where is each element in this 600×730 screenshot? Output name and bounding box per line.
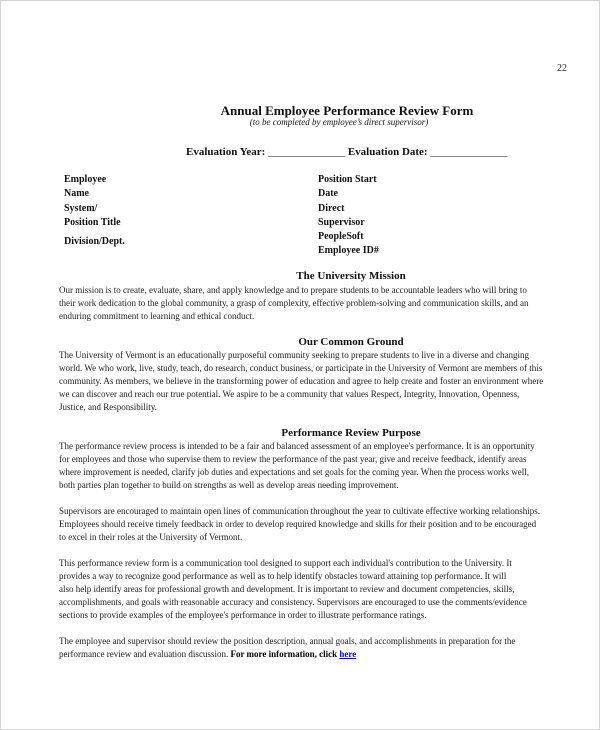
field-label-position-start: Position Start xyxy=(318,174,377,185)
form-title: Annual Employee Performance Review Form xyxy=(220,103,474,118)
text-line: Justice, and Responsibility. xyxy=(59,402,157,412)
purpose-paragraph-1 xyxy=(59,440,549,492)
common-ground-paragraph xyxy=(59,349,549,414)
field-label-name: Name xyxy=(64,188,89,199)
evaluation-date-label: Evaluation Date: xyxy=(347,146,428,158)
text-line: Supervisors are encouraged to maintain open lines of communication throughout the year to cultivate effective working relationships. xyxy=(59,506,540,516)
common-ground-heading: Our Common Ground xyxy=(298,336,404,348)
field-label-position-title: Position Title xyxy=(64,217,121,228)
text-line: The University of Vermont is an educationally purposeful community seeking to prepare students to live in a diverse and changing xyxy=(59,350,529,360)
text-fragment: performance review and evaluation discussion. xyxy=(59,649,231,659)
form-subtitle: (to be completed by employee’s direct supervisor) xyxy=(249,117,429,127)
text-line xyxy=(59,648,549,661)
text-line: for employees and those who supervise them to review the performance of the past year, give and receive feedback, identify areas xyxy=(59,454,527,464)
mission-paragraph xyxy=(59,284,549,323)
text-line: their work dedication to the global community, a grasp of complexity, effective problem-solving and communication skills, and an xyxy=(59,298,529,308)
text-line: provides a way to recognize good performance as well as to help identify obstacles toward attaining top performance. It will xyxy=(59,571,507,581)
text-line: sections to provide examples of the employee's performance in order to illustrate performance ratings. xyxy=(59,610,427,620)
field-label-division-dept: Division/Dept. xyxy=(64,236,125,247)
more-info-link[interactable]: here xyxy=(339,649,357,659)
more-info-bold-text: For more information, click xyxy=(230,649,340,659)
page-number: 22 xyxy=(557,63,567,74)
text-line: world. We who work, live, study, teach, do research, conduct business, or participate in the University of Vermont are members of this xyxy=(59,363,543,373)
text-line: Employees should receive timely feedback in order to develop required knowledge and skills for their position and to be encouraged xyxy=(59,519,537,529)
text-line: both parties plan together to build on strengths as well as develop areas needing improvement. xyxy=(59,480,399,490)
text-line: also help identify areas for professional growth and development. It is important to review and document competencies, skills, xyxy=(59,584,515,594)
evaluation-year-label: Evaluation Year: xyxy=(186,146,266,158)
purpose-heading: Performance Review Purpose xyxy=(281,427,421,439)
purpose-paragraph-4 xyxy=(59,635,549,661)
evaluation-line xyxy=(186,146,507,158)
field-label-peoplesoft: PeopleSoft xyxy=(318,231,364,242)
employee-info-right xyxy=(318,173,379,258)
text-line: The employee and supervisor should review the position description, annual goals, and accomplishments in preparation for the xyxy=(59,636,516,646)
text-line: enduring commitment to learning and ethical conduct. xyxy=(59,311,255,321)
text-line: where improvement is needed, clarify job duties and expectations and set goals for the coming year. When the process works well, xyxy=(59,467,529,477)
field-label-date: Date xyxy=(318,188,338,199)
mission-heading: The University Mission xyxy=(296,270,406,282)
field-label-employee-id: Employee ID# xyxy=(318,245,379,256)
text-line: This performance review form is a communication tool designed to support each individual's contribution to the University. It xyxy=(59,558,512,568)
text-line: to excel in their roles at the University of Vermont. xyxy=(59,532,243,542)
text-line: Our mission is to create, evaluate, share, and apply knowledge and to prepare students to be accountable leaders who will bring to xyxy=(59,285,527,295)
text-line: we can discover and reach our true potential. We aspire to be a community that values Respect, Integrity, Innovation, Openness, xyxy=(59,389,520,399)
purpose-paragraph-3 xyxy=(59,557,549,622)
evaluation-year-field[interactable]: ______________ xyxy=(268,146,346,158)
field-label-system: System/ xyxy=(64,203,98,214)
text-line: community. As members, we believe in the transforming power of education and agree to help create and foster an environment where xyxy=(59,376,544,386)
text-line: The performance review process is intended to be a fair and balanced assessment of an employee's performance. It is an opportunity xyxy=(59,441,535,451)
field-label-direct: Direct xyxy=(318,203,345,214)
text-line: accomplishments, and goals with reasonable accuracy and consistency. Supervisors are encouraged to use the comments/evidence xyxy=(59,597,527,607)
employee-info-left xyxy=(64,173,125,249)
evaluation-date-field[interactable]: ______________ xyxy=(430,146,508,158)
field-label-supervisor: Supervisor xyxy=(318,217,365,228)
field-label-employee: Employee xyxy=(64,174,107,185)
purpose-paragraph-2 xyxy=(59,505,549,544)
